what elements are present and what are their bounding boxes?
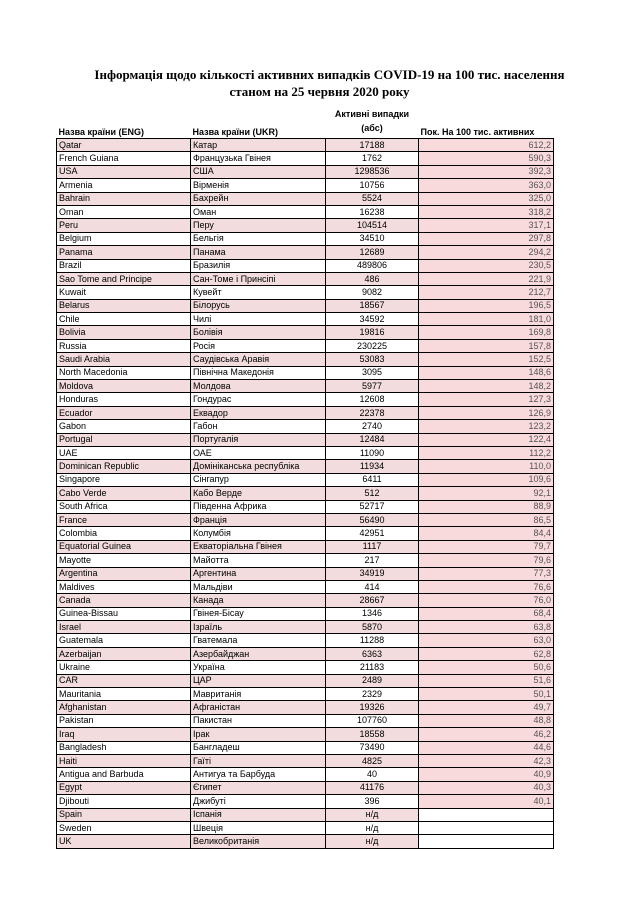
- cell-country-ukr: США: [191, 165, 326, 178]
- cell-active-cases: 11934: [326, 460, 419, 473]
- cell-country-ukr: Бангладеш: [191, 741, 326, 754]
- cell-country-eng: Sweden: [57, 821, 191, 834]
- table-row: [57, 487, 554, 500]
- table-row: [57, 674, 554, 687]
- cell-country-eng: Israel: [57, 621, 191, 634]
- cell-rate-per-100k: 112,2: [419, 446, 554, 459]
- table-row: [57, 754, 554, 767]
- cell-country-eng: Spain: [57, 808, 191, 821]
- cell-active-cases: 41176: [326, 781, 419, 794]
- cell-active-cases: 5870: [326, 621, 419, 634]
- cell-rate-per-100k: 49,7: [419, 701, 554, 714]
- table-row: [57, 621, 554, 634]
- cell-country-ukr: Майотта: [191, 554, 326, 567]
- cell-country-eng: Afghanistan: [57, 701, 191, 714]
- table-row: [57, 795, 554, 808]
- cell-active-cases: 22378: [326, 406, 419, 419]
- cell-country-ukr: Оман: [191, 205, 326, 218]
- table-row: [57, 259, 554, 272]
- cell-country-eng: Bangladesh: [57, 741, 191, 754]
- cell-active-cases: 414: [326, 580, 419, 593]
- cell-active-cases: 3095: [326, 366, 419, 379]
- cell-rate-per-100k: 79,6: [419, 554, 554, 567]
- cell-active-cases: 2329: [326, 688, 419, 701]
- table-row: [57, 513, 554, 526]
- table-body: [57, 139, 554, 849]
- cell-country-eng: South Africa: [57, 500, 191, 513]
- cell-active-cases: 18567: [326, 299, 419, 312]
- cell-country-eng: Iraq: [57, 728, 191, 741]
- cell-country-eng: USA: [57, 165, 191, 178]
- cell-active-cases: 4825: [326, 754, 419, 767]
- cell-active-cases: 6363: [326, 647, 419, 660]
- cell-country-ukr: Саудівська Аравія: [191, 353, 326, 366]
- table-row: [57, 701, 554, 714]
- cell-country-eng: Saudi Arabia: [57, 353, 191, 366]
- table-row: [57, 473, 554, 486]
- cell-country-ukr: Катар: [191, 139, 326, 152]
- cell-country-eng: Cabo Verde: [57, 487, 191, 500]
- cell-country-ukr: Французька Гвінея: [191, 152, 326, 165]
- cell-active-cases: 12689: [326, 246, 419, 259]
- cell-country-eng: Oman: [57, 205, 191, 218]
- cell-country-ukr: Джибуті: [191, 795, 326, 808]
- cell-rate-per-100k: [419, 821, 554, 834]
- table-row: [57, 500, 554, 513]
- cell-country-ukr: Мальдіви: [191, 580, 326, 593]
- cell-rate-per-100k: 42,3: [419, 754, 554, 767]
- table-row: [57, 821, 554, 834]
- cell-rate-per-100k: 44,6: [419, 741, 554, 754]
- cell-rate-per-100k: 88,9: [419, 500, 554, 513]
- cell-country-ukr: Еквадор: [191, 406, 326, 419]
- table-row: [57, 781, 554, 794]
- table-row: [57, 286, 554, 299]
- cell-country-eng: CAR: [57, 674, 191, 687]
- cell-rate-per-100k: 148,6: [419, 366, 554, 379]
- cell-active-cases: 34592: [326, 313, 419, 326]
- cell-country-ukr: Білорусь: [191, 299, 326, 312]
- cell-country-ukr: Перу: [191, 219, 326, 232]
- table-row: [57, 594, 554, 607]
- cell-country-ukr: Гаїті: [191, 754, 326, 767]
- cell-active-cases: 396: [326, 795, 419, 808]
- table-row: [57, 420, 554, 433]
- table-row: [57, 634, 554, 647]
- cell-country-eng: UAE: [57, 446, 191, 459]
- cell-rate-per-100k: 317,1: [419, 219, 554, 232]
- cell-active-cases: 34510: [326, 232, 419, 245]
- cell-country-ukr: Азербайджан: [191, 647, 326, 660]
- cell-country-ukr: Ірак: [191, 728, 326, 741]
- cell-country-ukr: Кувейт: [191, 286, 326, 299]
- cell-country-ukr: Колумбія: [191, 527, 326, 540]
- cell-rate-per-100k: 68,4: [419, 607, 554, 620]
- cell-active-cases: 21183: [326, 661, 419, 674]
- cell-country-eng: Equatorial Guinea: [57, 540, 191, 553]
- cell-rate-per-100k: 76,0: [419, 594, 554, 607]
- cell-rate-per-100k: 612,2: [419, 139, 554, 152]
- cell-active-cases: 73490: [326, 741, 419, 754]
- cell-rate-per-100k: 294,2: [419, 246, 554, 259]
- cell-active-cases: н/д: [326, 821, 419, 834]
- table-row: [57, 567, 554, 580]
- cell-country-eng: Guatemala: [57, 634, 191, 647]
- header-country-eng: Назва країни (ENG): [58, 127, 145, 137]
- cell-active-cases: 217: [326, 554, 419, 567]
- cell-active-cases: 1346: [326, 607, 419, 620]
- cell-country-ukr: Аргентина: [191, 567, 326, 580]
- cell-rate-per-100k: 86,5: [419, 513, 554, 526]
- cell-country-ukr: Вірменія: [191, 179, 326, 192]
- cell-rate-per-100k: 297,8: [419, 232, 554, 245]
- cell-country-eng: Belarus: [57, 299, 191, 312]
- cell-country-eng: Ukraine: [57, 661, 191, 674]
- cell-country-eng: Portugal: [57, 433, 191, 446]
- cell-active-cases: 2489: [326, 674, 419, 687]
- cell-country-ukr: Пакистан: [191, 714, 326, 727]
- cell-active-cases: 1298536: [326, 165, 419, 178]
- cell-country-ukr: Південна Африка: [191, 500, 326, 513]
- table-row: [57, 446, 554, 459]
- table-row: [57, 433, 554, 446]
- cell-active-cases: 16238: [326, 205, 419, 218]
- cell-country-eng: Guinea-Bissau: [57, 607, 191, 620]
- cell-country-eng: Kuwait: [57, 286, 191, 299]
- cell-country-eng: France: [57, 513, 191, 526]
- cell-rate-per-100k: 76,6: [419, 580, 554, 593]
- cell-country-eng: UK: [57, 835, 191, 848]
- cell-country-eng: Dominican Republic: [57, 460, 191, 473]
- cell-country-eng: Bahrain: [57, 192, 191, 205]
- table-row: [57, 661, 554, 674]
- table-row: [57, 688, 554, 701]
- table-row: [57, 406, 554, 419]
- cell-rate-per-100k: 212,7: [419, 286, 554, 299]
- cell-rate-per-100k: 40,3: [419, 781, 554, 794]
- cell-country-ukr: Молдова: [191, 380, 326, 393]
- cell-rate-per-100k: 169,8: [419, 326, 554, 339]
- cell-country-eng: Sao Tome and Principe: [57, 272, 191, 285]
- cell-country-ukr: Бельгія: [191, 232, 326, 245]
- table-row: [57, 527, 554, 540]
- cell-rate-per-100k: 196,5: [419, 299, 554, 312]
- cell-country-ukr: Португалія: [191, 433, 326, 446]
- header-country-ukr: Назва країни (UKR): [192, 127, 279, 137]
- cell-country-ukr: Ізраїль: [191, 621, 326, 634]
- table-row: [57, 152, 554, 165]
- cell-rate-per-100k: 77,3: [419, 567, 554, 580]
- table-row: [57, 647, 554, 660]
- cell-rate-per-100k: 63,8: [419, 621, 554, 634]
- table-row: [57, 232, 554, 245]
- cell-country-ukr: ОАЕ: [191, 446, 326, 459]
- cell-active-cases: 12484: [326, 433, 419, 446]
- cell-active-cases: 489806: [326, 259, 419, 272]
- cell-active-cases: 11090: [326, 446, 419, 459]
- cell-rate-per-100k: 318,2: [419, 205, 554, 218]
- cell-active-cases: 512: [326, 487, 419, 500]
- cell-active-cases: 34919: [326, 567, 419, 580]
- cell-active-cases: 56490: [326, 513, 419, 526]
- table-row: [57, 299, 554, 312]
- cell-country-ukr: Антигуа та Барбуда: [191, 768, 326, 781]
- covid-active-cases-table: [56, 104, 554, 849]
- cell-rate-per-100k: 221,9: [419, 272, 554, 285]
- header-rate-per-100k: Пок. На 100 тис. активних: [420, 127, 535, 137]
- cell-country-eng: Djibouti: [57, 795, 191, 808]
- cell-rate-per-100k: 109,6: [419, 473, 554, 486]
- cell-rate-per-100k: 181,0: [419, 313, 554, 326]
- cell-country-ukr: Афганістан: [191, 701, 326, 714]
- title-line-1: Інформація щодо кількості активних випадків COVID-19 на 100 тис. населення: [94, 67, 565, 82]
- cell-rate-per-100k: 110,0: [419, 460, 554, 473]
- cell-active-cases: 104514: [326, 219, 419, 232]
- cell-country-ukr: Іспанія: [191, 808, 326, 821]
- cell-country-ukr: Домініканська республіка: [191, 460, 326, 473]
- table-row: [57, 192, 554, 205]
- cell-country-ukr: Гватемала: [191, 634, 326, 647]
- cell-active-cases: н/д: [326, 835, 419, 848]
- table-row: [57, 339, 554, 352]
- cell-country-ukr: Великобританія: [191, 835, 326, 848]
- cell-country-eng: Antigua and Barbuda: [57, 768, 191, 781]
- cell-active-cases: 9082: [326, 286, 419, 299]
- cell-active-cases: 11288: [326, 634, 419, 647]
- cell-country-eng: Russia: [57, 339, 191, 352]
- cell-country-ukr: Болівія: [191, 326, 326, 339]
- header-active-cases-line2: (абс): [361, 122, 383, 133]
- cell-rate-per-100k: 84,4: [419, 527, 554, 540]
- cell-active-cases: 19816: [326, 326, 419, 339]
- cell-rate-per-100k: 40,9: [419, 768, 554, 781]
- cell-rate-per-100k: 230,5: [419, 259, 554, 272]
- table-row: [57, 272, 554, 285]
- cell-country-ukr: Кабо Верде: [191, 487, 326, 500]
- table-row: [57, 607, 554, 620]
- cell-active-cases: 40: [326, 768, 419, 781]
- cell-country-ukr: Росія: [191, 339, 326, 352]
- cell-active-cases: 6411: [326, 473, 419, 486]
- cell-active-cases: 17188: [326, 139, 419, 152]
- cell-rate-per-100k: 50,1: [419, 688, 554, 701]
- cell-country-eng: Haiti: [57, 754, 191, 767]
- table-row: [57, 139, 554, 152]
- cell-rate-per-100k: 92,1: [419, 487, 554, 500]
- cell-country-eng: Armenia: [57, 179, 191, 192]
- table-row: [57, 554, 554, 567]
- cell-country-eng: French Guiana: [57, 152, 191, 165]
- table-row: [57, 728, 554, 741]
- table-row: [57, 835, 554, 848]
- cell-country-ukr: Габон: [191, 420, 326, 433]
- cell-rate-per-100k: 63,0: [419, 634, 554, 647]
- cell-country-ukr: Канада: [191, 594, 326, 607]
- table-row: [57, 460, 554, 473]
- cell-country-eng: Moldova: [57, 380, 191, 393]
- table-row: [57, 580, 554, 593]
- cell-rate-per-100k: 590,3: [419, 152, 554, 165]
- cell-country-ukr: Північна Македонія: [191, 366, 326, 379]
- cell-rate-per-100k: 122,4: [419, 433, 554, 446]
- cell-country-eng: Bolivia: [57, 326, 191, 339]
- table-row: [57, 326, 554, 339]
- cell-country-ukr: Екваторіальна Гвінея: [191, 540, 326, 553]
- title-line-2: станом на 25 червня 2020 року: [229, 84, 410, 99]
- cell-country-eng: Argentina: [57, 567, 191, 580]
- cell-country-eng: North Macedonia: [57, 366, 191, 379]
- cell-country-eng: Pakistan: [57, 714, 191, 727]
- cell-country-ukr: ЦАР: [191, 674, 326, 687]
- table-row: [57, 808, 554, 821]
- cell-rate-per-100k: 46,2: [419, 728, 554, 741]
- cell-rate-per-100k: 51,6: [419, 674, 554, 687]
- cell-country-eng: Panama: [57, 246, 191, 259]
- cell-rate-per-100k: [419, 808, 554, 821]
- cell-active-cases: н/д: [326, 808, 419, 821]
- table-row: [57, 768, 554, 781]
- cell-active-cases: 10756: [326, 179, 419, 192]
- table-row: [57, 179, 554, 192]
- cell-country-eng: Canada: [57, 594, 191, 607]
- table-row: [57, 165, 554, 178]
- cell-country-eng: Belgium: [57, 232, 191, 245]
- header-active-cases: [326, 104, 419, 139]
- cell-rate-per-100k: 363,0: [419, 179, 554, 192]
- cell-active-cases: 42951: [326, 527, 419, 540]
- cell-active-cases: 53083: [326, 353, 419, 366]
- cell-rate-per-100k: 157,8: [419, 339, 554, 352]
- cell-country-eng: Qatar: [57, 139, 191, 152]
- cell-rate-per-100k: 50,6: [419, 661, 554, 674]
- cell-country-eng: Colombia: [57, 527, 191, 540]
- table-row: [57, 219, 554, 232]
- cell-country-ukr: Сан-Томе і Принсіпі: [191, 272, 326, 285]
- table-row: [57, 393, 554, 406]
- cell-rate-per-100k: 62,8: [419, 647, 554, 660]
- cell-country-eng: Singapore: [57, 473, 191, 486]
- cell-country-eng: Peru: [57, 219, 191, 232]
- cell-active-cases: 230225: [326, 339, 419, 352]
- table-row: [57, 246, 554, 259]
- cell-active-cases: 28667: [326, 594, 419, 607]
- cell-active-cases: 107760: [326, 714, 419, 727]
- cell-country-ukr: Сінгапур: [191, 473, 326, 486]
- cell-country-ukr: Швеція: [191, 821, 326, 834]
- cell-country-ukr: Мавританія: [191, 688, 326, 701]
- cell-country-eng: Brazil: [57, 259, 191, 272]
- cell-rate-per-100k: 325,0: [419, 192, 554, 205]
- cell-active-cases: 5977: [326, 380, 419, 393]
- cell-country-ukr: Єгипет: [191, 781, 326, 794]
- cell-country-eng: Honduras: [57, 393, 191, 406]
- table-row: [57, 205, 554, 218]
- table-row: [57, 353, 554, 366]
- cell-country-eng: Gabon: [57, 420, 191, 433]
- cell-active-cases: 19326: [326, 701, 419, 714]
- cell-country-eng: Mauritania: [57, 688, 191, 701]
- cell-active-cases: 2740: [326, 420, 419, 433]
- cell-active-cases: 1762: [326, 152, 419, 165]
- table-row: [57, 540, 554, 553]
- table-row: [57, 313, 554, 326]
- cell-rate-per-100k: [419, 835, 554, 848]
- table-row: [57, 741, 554, 754]
- cell-country-ukr: Бахрейн: [191, 192, 326, 205]
- cell-active-cases: 52717: [326, 500, 419, 513]
- cell-rate-per-100k: 148,2: [419, 380, 554, 393]
- cell-active-cases: 18558: [326, 728, 419, 741]
- cell-country-eng: Ecuador: [57, 406, 191, 419]
- cell-rate-per-100k: 123,2: [419, 420, 554, 433]
- table-row: [57, 366, 554, 379]
- table-row: [57, 714, 554, 727]
- table-row: [57, 380, 554, 393]
- cell-country-ukr: Франція: [191, 513, 326, 526]
- cell-active-cases: 5524: [326, 192, 419, 205]
- table-header-row: [57, 104, 554, 139]
- cell-rate-per-100k: 79,7: [419, 540, 554, 553]
- cell-country-eng: Mayotte: [57, 554, 191, 567]
- cell-country-ukr: Бразилія: [191, 259, 326, 272]
- cell-rate-per-100k: 48,8: [419, 714, 554, 727]
- cell-active-cases: 1117: [326, 540, 419, 553]
- cell-country-ukr: Гондурас: [191, 393, 326, 406]
- cell-country-ukr: Чилі: [191, 313, 326, 326]
- cell-country-ukr: Панама: [191, 246, 326, 259]
- document-title: [0, 66, 639, 100]
- cell-country-eng: Chile: [57, 313, 191, 326]
- cell-country-ukr: Україна: [191, 661, 326, 674]
- cell-rate-per-100k: 40,1: [419, 795, 554, 808]
- cell-country-eng: Azerbaijan: [57, 647, 191, 660]
- cell-active-cases: 12608: [326, 393, 419, 406]
- cell-country-eng: Egypt: [57, 781, 191, 794]
- cell-rate-per-100k: 127,3: [419, 393, 554, 406]
- cell-country-eng: Maldives: [57, 580, 191, 593]
- cell-country-ukr: Гвінея-Бісау: [191, 607, 326, 620]
- header-active-cases-line1: Активні випадки: [334, 108, 410, 119]
- cell-rate-per-100k: 126,9: [419, 406, 554, 419]
- cell-rate-per-100k: 152,5: [419, 353, 554, 366]
- cell-active-cases: 486: [326, 272, 419, 285]
- cell-rate-per-100k: 392,3: [419, 165, 554, 178]
